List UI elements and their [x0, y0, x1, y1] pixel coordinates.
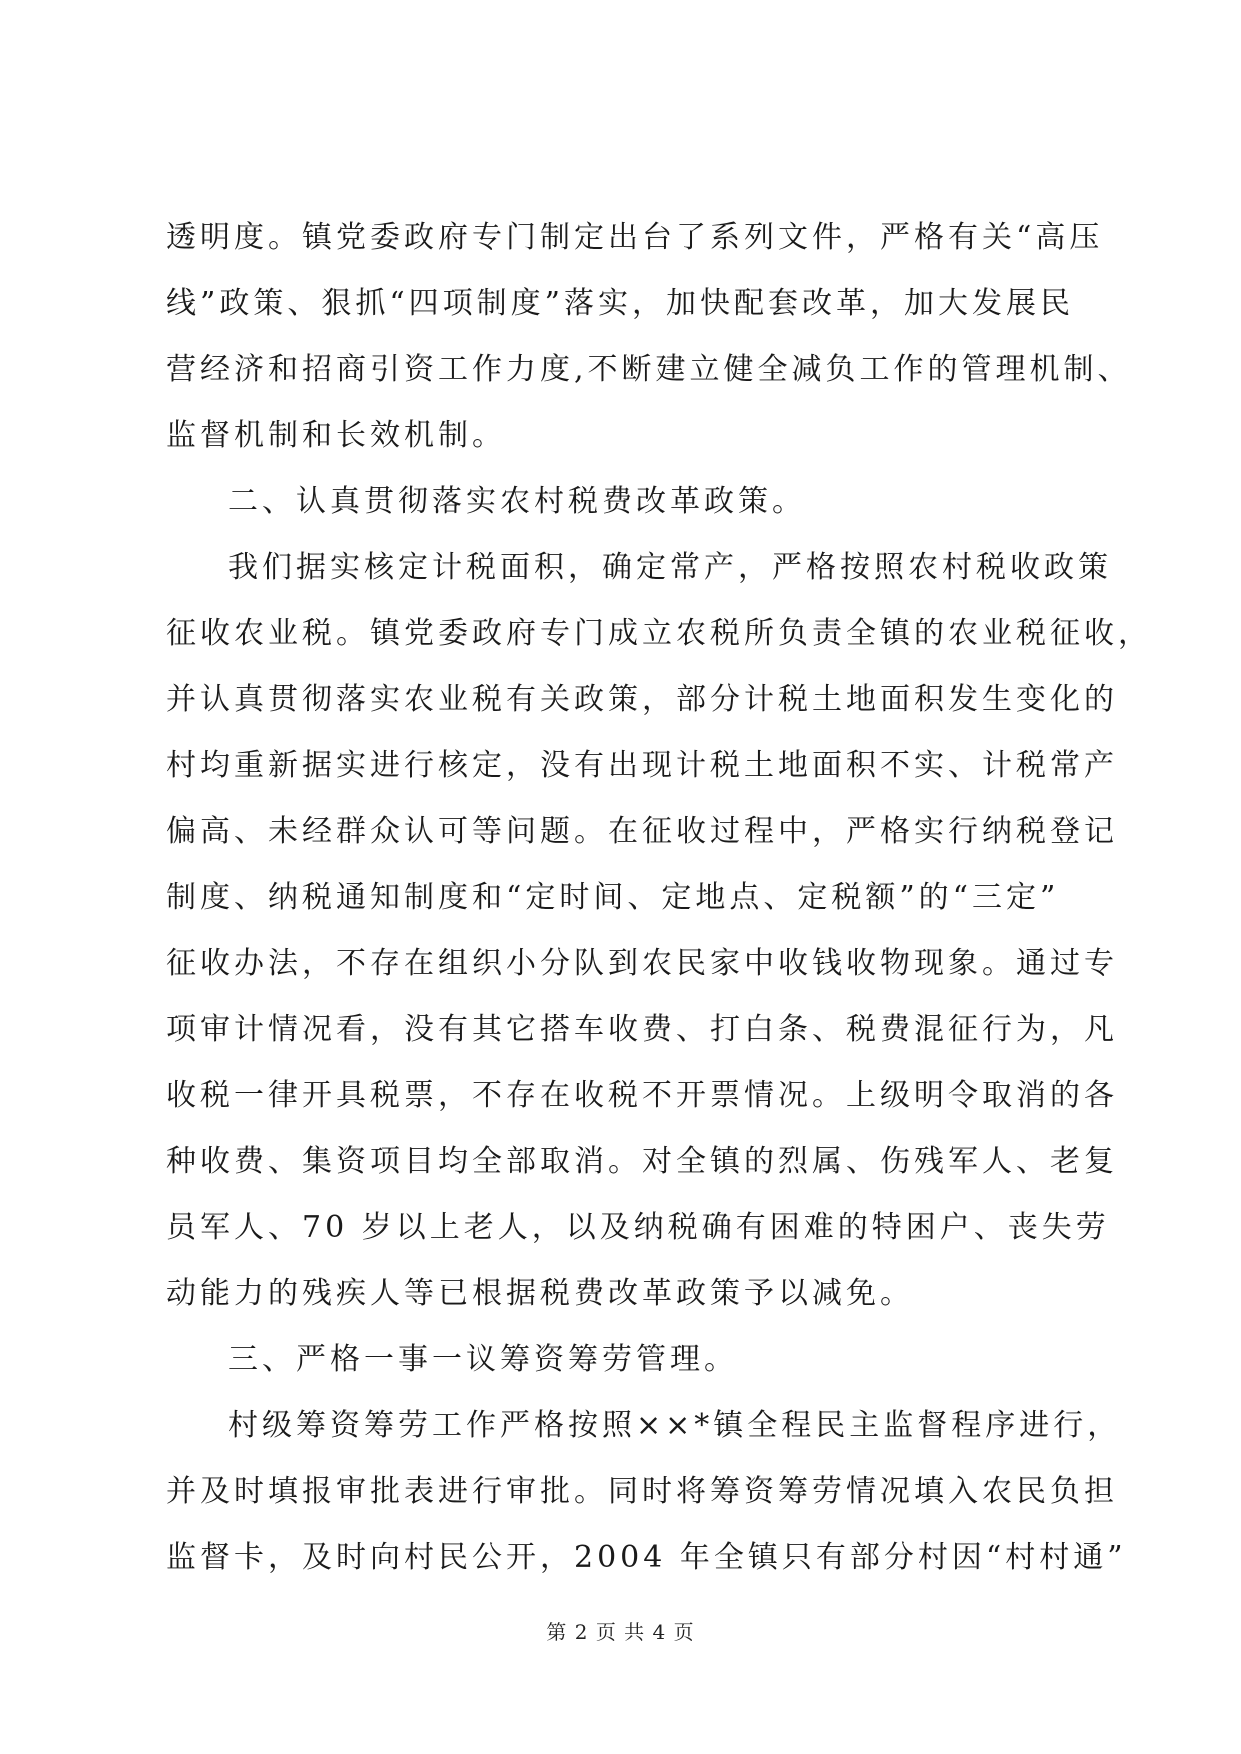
text-line: 并认真贯彻落实农业税有关政策，部分计税土地面积发生变化的	[166, 682, 1118, 717]
text-line: 营经济和招商引资工作力度,不断建立健全减负工作的管理机制、	[166, 352, 1132, 387]
text-line: 监督机制和长效机制。	[166, 418, 506, 453]
text-line: 种收费、集资项目均全部取消。对全镇的烈属、伤残军人、老复	[166, 1144, 1118, 1179]
text-line: 征收农业税。镇党委政府专门成立农税所负责全镇的农业税征收，	[166, 616, 1152, 651]
text-line: 监督卡，及时向村民公开，2004 年全镇只有部分村因“村村通”	[166, 1540, 1127, 1575]
page-number-footer: 第 2 页 共 4 页	[546, 1620, 695, 1644]
text-line: 员军人、70 岁以上老人，以及纳税确有困难的特困户、丧失劳	[166, 1210, 1110, 1245]
text-line: 制度、纳税通知制度和“定时间、定地点、定税额”的“三定”	[166, 880, 1060, 915]
text-line: 并及时填报审批表进行审批。同时将筹资筹劳情况填入农民负担	[166, 1474, 1118, 1509]
text-line: 村均重新据实进行核定，没有出现计税土地面积不实、计税常产	[166, 748, 1118, 783]
text-line: 线”政策、狠抓“四项制度”落实，加快配套改革，加大发展民	[166, 286, 1075, 321]
text-line: 透明度。镇党委政府专门制定出台了系列文件，严格有关“高压	[166, 220, 1104, 255]
text-line: 项审计情况看，没有其它搭车收费、打白条、税费混征行为，凡	[166, 1012, 1118, 1047]
text-line: 动能力的残疾人等已根据税费改革政策予以减免。	[166, 1276, 914, 1311]
text-line: 村级筹资筹劳工作严格按照××*镇全程民主监督程序进行，	[228, 1408, 1122, 1443]
text-line: 偏高、未经群众认可等问题。在征收过程中，严格实行纳税登记	[166, 814, 1118, 849]
text-line: 征收办法，不存在组织小分队到农民家中收钱收物现象。通过专	[166, 946, 1118, 981]
text-line: 收税一律开具税票，不存在收税不开票情况。上级明令取消的各	[166, 1078, 1118, 1113]
section-heading: 三、严格一事一议筹资筹劳管理。	[228, 1342, 738, 1377]
section-heading: 二、认真贯彻落实农村税费改革政策。	[228, 484, 806, 519]
text-line: 我们据实核定计税面积，确定常产，严格按照农村税收政策	[228, 550, 1112, 585]
